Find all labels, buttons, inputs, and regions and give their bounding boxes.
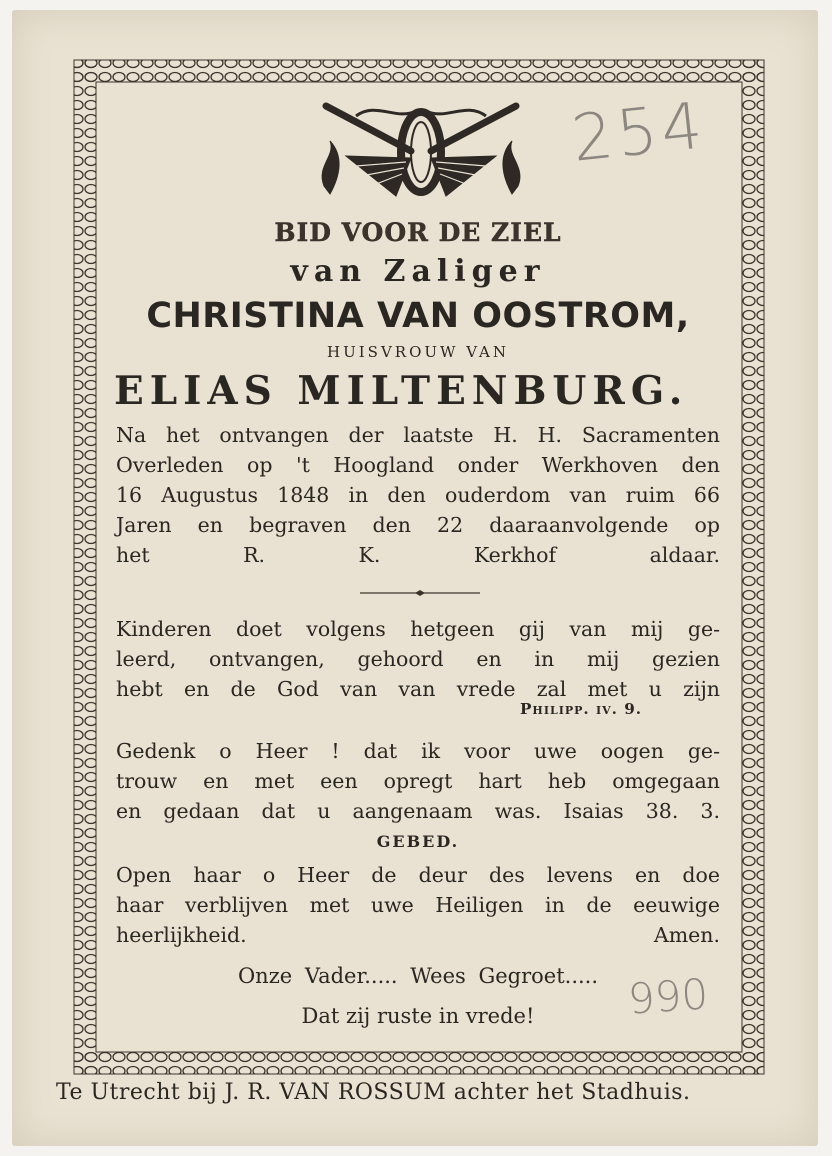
heading-huisvrouw: HUISVROUW VAN <box>327 343 509 361</box>
heading-bid: BID VOOR DE ZIEL <box>274 218 562 247</box>
scripture-paragraph <box>116 614 720 704</box>
text-line: 16 Augustus 1848 in den ouderdom van ruim 66 <box>116 483 720 507</box>
divider-ornament <box>360 590 480 596</box>
text-line: trouw en met een opregt hart heb omgegaan <box>116 769 720 793</box>
text-line: en gedaan dat u aangenaam was. Isaias 38. 3. <box>116 799 720 823</box>
gebed-title: GEBED. <box>376 832 460 851</box>
text-line: Overleden op 't Hoogland onder Werkhoven den <box>116 453 720 477</box>
text-line: haar verblijven met uwe Heiligen in de eeuwige <box>116 893 720 917</box>
death-notice-paragraph <box>116 420 720 570</box>
husband-name: ELIAS MILTENBURG. <box>114 368 689 414</box>
text-line: Open haar o Heer de deur des levens en doe <box>116 863 720 887</box>
heading-van-zaliger: van Zaliger <box>290 254 546 289</box>
emblem-icon <box>316 96 526 206</box>
text-line: heerlijkheid. Amen. <box>116 923 720 947</box>
gebed-paragraph <box>116 860 720 950</box>
scripture-reference: Philipp. iv. 9. <box>520 700 643 718</box>
printer-imprint: Te Utrecht bij J. R. VAN ROSSUM achter het Stadhuis. <box>56 1080 691 1105</box>
text-line: Gedenk o Heer ! dat ik voor uwe oogen ge- <box>116 739 720 763</box>
text-line: leerd, ontvangen, gehoord en in mij gezien <box>116 647 720 671</box>
text-line: Kinderen doet volgens hetgeen gij van mij ge- <box>116 617 720 641</box>
text-line: Na het ontvangen der laatste H. H. Sacramenten <box>116 423 720 447</box>
handwritten-catalog-number: 254 <box>568 89 710 177</box>
handwritten-inventory-number: 990 <box>626 969 710 1024</box>
closing-rest: Dat zij ruste in vrede! <box>301 1004 535 1028</box>
closing-prayers: Onze Vader..... Wees Gegroet..... <box>237 964 599 988</box>
text-line: hebt en de God van van vrede zal met u zijn <box>116 677 720 701</box>
deceased-name: CHRISTINA VAN OOSTROM, <box>146 296 690 336</box>
text-line: het R. K. Kerkhof aldaar. <box>116 543 720 567</box>
text-line: Jaren en begraven den 22 daaraanvolgende op <box>116 513 720 537</box>
prayer-paragraph <box>116 736 720 826</box>
